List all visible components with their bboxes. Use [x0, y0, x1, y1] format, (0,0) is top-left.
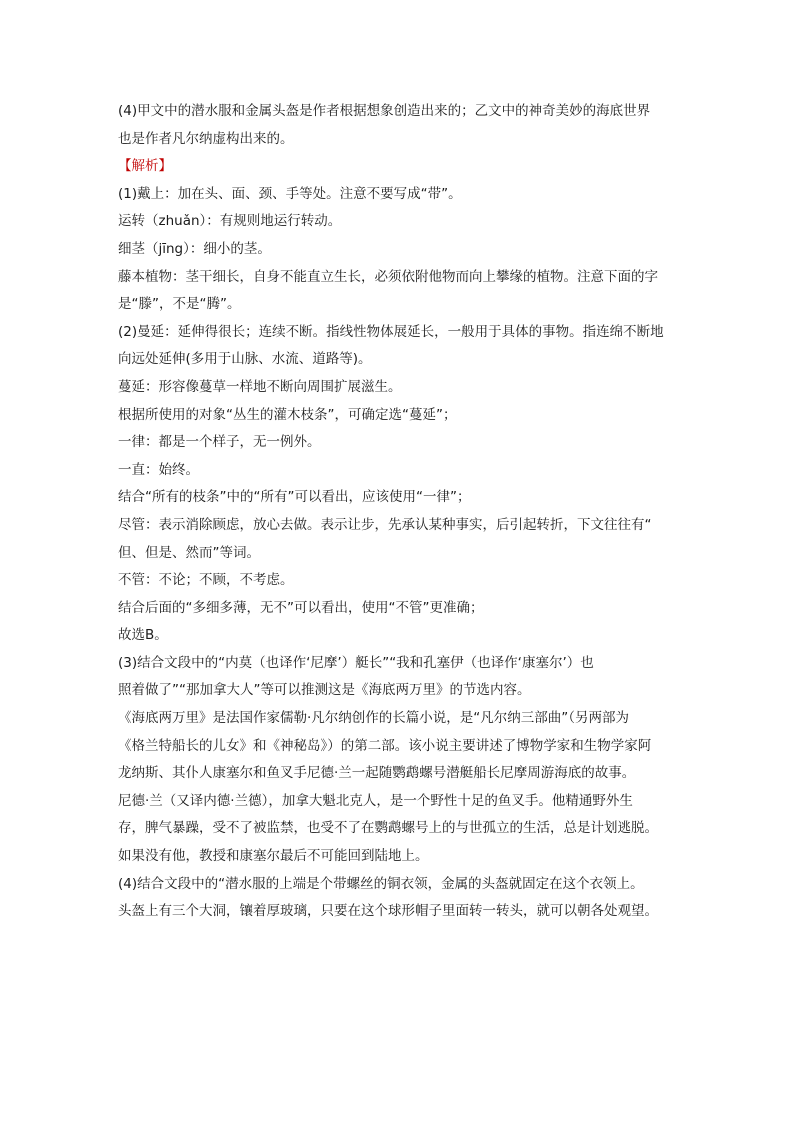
text-line: 藤本植物：茎干细长，自身不能直立生长，必须依附他物而向上攀缘的植物。注意下面的字: [118, 268, 658, 285]
text-line: 《海底两万里》是法国作家儒勒·凡尔纳创作的长篇小说，是“凡尔纳三部曲”（另两部为: [118, 710, 630, 727]
text-line: 是“滕”，不是“腾”。: [118, 296, 241, 313]
text-line: 运转（zhuǎn）：有规则地运行转动。: [118, 213, 342, 230]
text-line: 也是作者凡尔纳虚构出来的。: [118, 130, 294, 147]
text-line: (2)曼延：延伸得很长；连续不断。指线性物体展延长，一般用于具体的事物。指连绵不断地: [118, 323, 664, 340]
text-line: 一直：始终。: [118, 461, 199, 478]
text-line: 龙纳斯、其仆人康塞尔和鱼叉手尼德·兰一起随鹦鹉螺号潜艇船长尼摩周游海底的故事。: [118, 765, 636, 782]
text-line: 存，脾气暴躁，受不了被监禁，也受不了在鹦鹉螺号上的与世孤立的生活，总是计划逃脱。: [118, 820, 658, 837]
text-line: (4)结合文段中的“潜水服的上端是个带螺丝的铜衣领，金属的头盔就固定在这个衣领上。: [118, 875, 644, 892]
text-line: 不管：不论；不顾，不考虑。: [118, 572, 294, 589]
text-line: (3)结合文段中的“内莫（也译作‘尼摩’）艇长”“我和孔塞伊（也译作‘康塞尔’）也: [118, 654, 594, 671]
analysis-lines: [118, 181, 678, 926]
text-line: 根据所使用的对象“丛生的灌木枝条”，可确定选“蔓延”；: [118, 406, 457, 423]
text-line: 尽管：表示消除顾虑，放心去做。表示让步，先承认某种事实，后引起转折，下文往往有“: [118, 516, 652, 533]
analysis-text-block: [118, 98, 678, 926]
text-line: (4)甲文中的潜水服和金属头盔是作者根据想象创造出来的；乙文中的神奇美妙的海底世界: [118, 103, 651, 119]
text-line: 结合后面的“多细多薄，无不”可以看出，使用“不管”更准确；: [118, 599, 484, 616]
text-line: 尼德·兰（又译内德·兰德），加拿大魁北克人，是一个野性十足的鱼叉手。他精通野外生: [118, 792, 633, 809]
text-line: 结合“所有的枝条”中的“所有”可以看出，应该使用“一律”；: [118, 489, 471, 506]
text-line: 一律：都是一个样子，无一例外。: [118, 434, 321, 451]
text-line: (1)戴上：加在头、面、颈、手等处。注意不要写成“带”。: [118, 185, 462, 202]
text-line: 蔓延：形容像蔓草一样地不断向周围扩展滋生。: [118, 378, 402, 395]
text-line: 如果没有他，教授和康塞尔最后不可能回到陆地上。: [118, 848, 429, 865]
text-line: 照着做了”“那加拿大人”等可以推测这是《海底两万里》的节选内容。: [118, 682, 531, 699]
text-line: 向远处延伸(多用于山脉、水流、道路等)。: [118, 351, 372, 368]
text-line: 《格兰特船长的儿女》和《神秘岛》）的第二部。该小说主要讲述了博物学家和生物学家阿: [118, 737, 652, 754]
section-heading-analysis: 【解析】: [118, 158, 172, 175]
text-line: 头盔上有三个大洞，镶着厚玻璃，只要在这个球形帽子里面转一转头，就可以朝各处观望。: [118, 903, 658, 920]
text-line: 但、但是、然而”等词。: [118, 544, 260, 561]
text-line: 故选B。: [118, 627, 168, 644]
text-line: 细茎（jīng）：细小的茎。: [118, 240, 271, 257]
